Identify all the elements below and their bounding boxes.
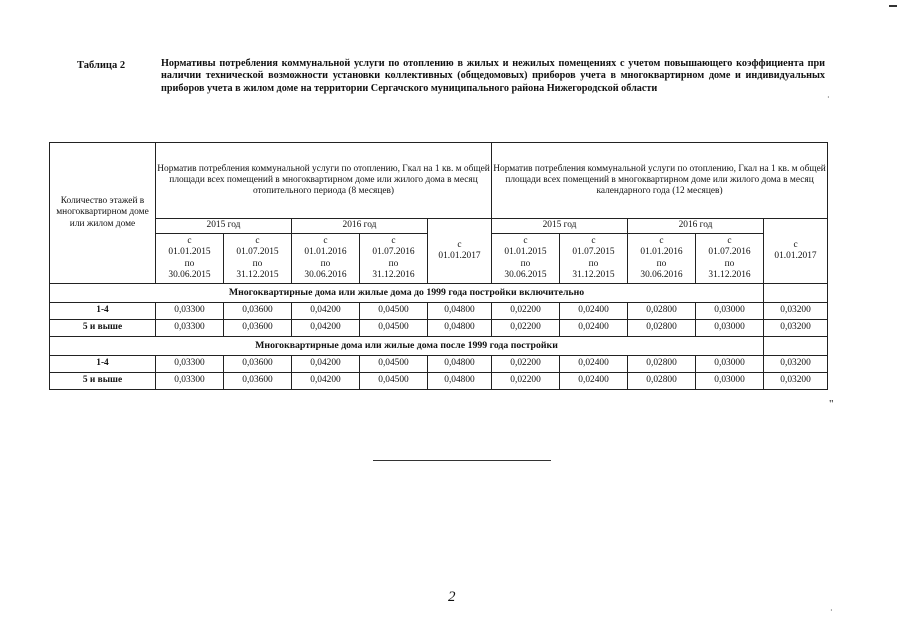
- norm-calendar-year-header: Норматив потребления коммунальной услуги по отоплению, Гкал на 1 кв. м общей площади всех помещений в многоквартирном доме или жилого дома в месяц календарного года (12 месяцев): [492, 143, 828, 219]
- period-header: с 01.07.2016 по 31.12.2016: [696, 234, 764, 284]
- year-2015-header: 2015 год: [492, 219, 628, 234]
- value-cell: 0,02400: [560, 303, 628, 320]
- value-cell: 0,03200: [764, 303, 828, 320]
- value-cell: 0,03200: [764, 373, 828, 390]
- norm-heating-period-header: Норматив потребления коммунальной услуги по отоплению, Гкал на 1 кв. м общей площади всех помещений в многоквартирном доме или жилого дома в месяц отопительного периода (8 месяцев): [156, 143, 492, 219]
- value-cell: 0,03300: [156, 356, 224, 373]
- value-cell: 0,03600: [224, 320, 292, 337]
- value-cell: 0,02200: [492, 303, 560, 320]
- value-cell: 0,03000: [696, 303, 764, 320]
- section-title: Многоквартирные дома или жилые дома после 1999 года постройки: [50, 337, 764, 356]
- value-cell: 0,02400: [560, 373, 628, 390]
- value-cell: 0,02400: [560, 320, 628, 337]
- period-2017-header: с 01.01.2017: [428, 219, 492, 284]
- value-cell: 0,04500: [360, 356, 428, 373]
- value-cell: 0,04200: [292, 303, 360, 320]
- value-cell: 0,02200: [492, 373, 560, 390]
- value-cell: 0,04200: [292, 373, 360, 390]
- period-header: с 01.01.2015 по 30.06.2015: [492, 234, 560, 284]
- value-cell: 0,02200: [492, 356, 560, 373]
- table-row: [50, 356, 828, 373]
- value-cell: 0,04500: [360, 373, 428, 390]
- period-header: с 01.07.2016 по 31.12.2016: [360, 234, 428, 284]
- value-cell: 0,02800: [628, 303, 696, 320]
- value-cell: 0,04500: [360, 303, 428, 320]
- period-header: с 01.07.2015 по 31.12.2015: [224, 234, 292, 284]
- value-cell: 0,02800: [628, 373, 696, 390]
- value-cell: 0,03300: [156, 320, 224, 337]
- value-cell: 0,03200: [764, 356, 828, 373]
- footer-divider: [373, 460, 551, 461]
- year-2015-header: 2015 год: [156, 219, 292, 234]
- value-cell: 0,02800: [628, 356, 696, 373]
- value-cell: 0,02800: [628, 320, 696, 337]
- section-title: Многоквартирные дома или жилые дома до 1999 года постройки включительно: [50, 284, 764, 303]
- section-empty-cell: [764, 284, 828, 303]
- table-row: [50, 320, 828, 337]
- value-cell: 0,03300: [156, 373, 224, 390]
- page-number: 2: [448, 589, 456, 605]
- value-cell: 0,03300: [156, 303, 224, 320]
- year-2016-header: 2016 год: [292, 219, 428, 234]
- value-cell: 0,03000: [696, 320, 764, 337]
- table-caption: Нормативы потребления коммунальной услуги по отоплению в жилых и нежилых помещениях с учетом повышающего коэффициента при наличии технической возможности установки коллективных (общедомовых) приборов учета в многоквартирном доме и индивидуальных приборов учета в жилом доме на территории Сергачского муниципального района Нижегородской области: [161, 58, 825, 94]
- period-header: с 01.01.2016 по 30.06.2016: [292, 234, 360, 284]
- period-header: с 01.01.2015 по 30.06.2015: [156, 234, 224, 284]
- value-cell: 0,03600: [224, 303, 292, 320]
- value-cell: 0,03000: [696, 356, 764, 373]
- value-cell: 0,02200: [492, 320, 560, 337]
- section-header-row: [50, 284, 828, 303]
- value-cell: 0,03000: [696, 373, 764, 390]
- closing-quote: ": [829, 398, 834, 410]
- section-empty-cell: [764, 337, 828, 356]
- norms-table: [49, 142, 828, 390]
- floors-header: Количество этажей в многоквартирном доме или жилом доме: [50, 143, 156, 284]
- value-cell: 0,04800: [428, 303, 492, 320]
- value-cell: 0,03200: [764, 320, 828, 337]
- value-cell: 0,03600: [224, 373, 292, 390]
- value-cell: 0,04800: [428, 356, 492, 373]
- value-cell: 0,04800: [428, 320, 492, 337]
- value-cell: 0,04800: [428, 373, 492, 390]
- value-cell: 0,04500: [360, 320, 428, 337]
- table-row: [50, 373, 828, 390]
- scan-artifact-dot: ·: [827, 93, 830, 102]
- table-row: [50, 303, 828, 320]
- scan-artifact-dash: [889, 5, 897, 7]
- section-header-row: [50, 337, 828, 356]
- floors-cell: 1-4: [50, 356, 156, 373]
- value-cell: 0,03600: [224, 356, 292, 373]
- value-cell: 0,02400: [560, 356, 628, 373]
- period-header: с 01.07.2015 по 31.12.2015: [560, 234, 628, 284]
- year-2016-header: 2016 год: [628, 219, 764, 234]
- floors-cell: 5 и выше: [50, 320, 156, 337]
- floors-cell: 1-4: [50, 303, 156, 320]
- value-cell: 0,04200: [292, 356, 360, 373]
- table-label: Таблица 2: [77, 60, 126, 71]
- value-cell: 0,04200: [292, 320, 360, 337]
- floors-cell: 5 и выше: [50, 373, 156, 390]
- scan-artifact-dot: ·: [830, 606, 833, 615]
- period-header: с 01.01.2016 по 30.06.2016: [628, 234, 696, 284]
- period-2017-header: с 01.01.2017: [764, 219, 828, 284]
